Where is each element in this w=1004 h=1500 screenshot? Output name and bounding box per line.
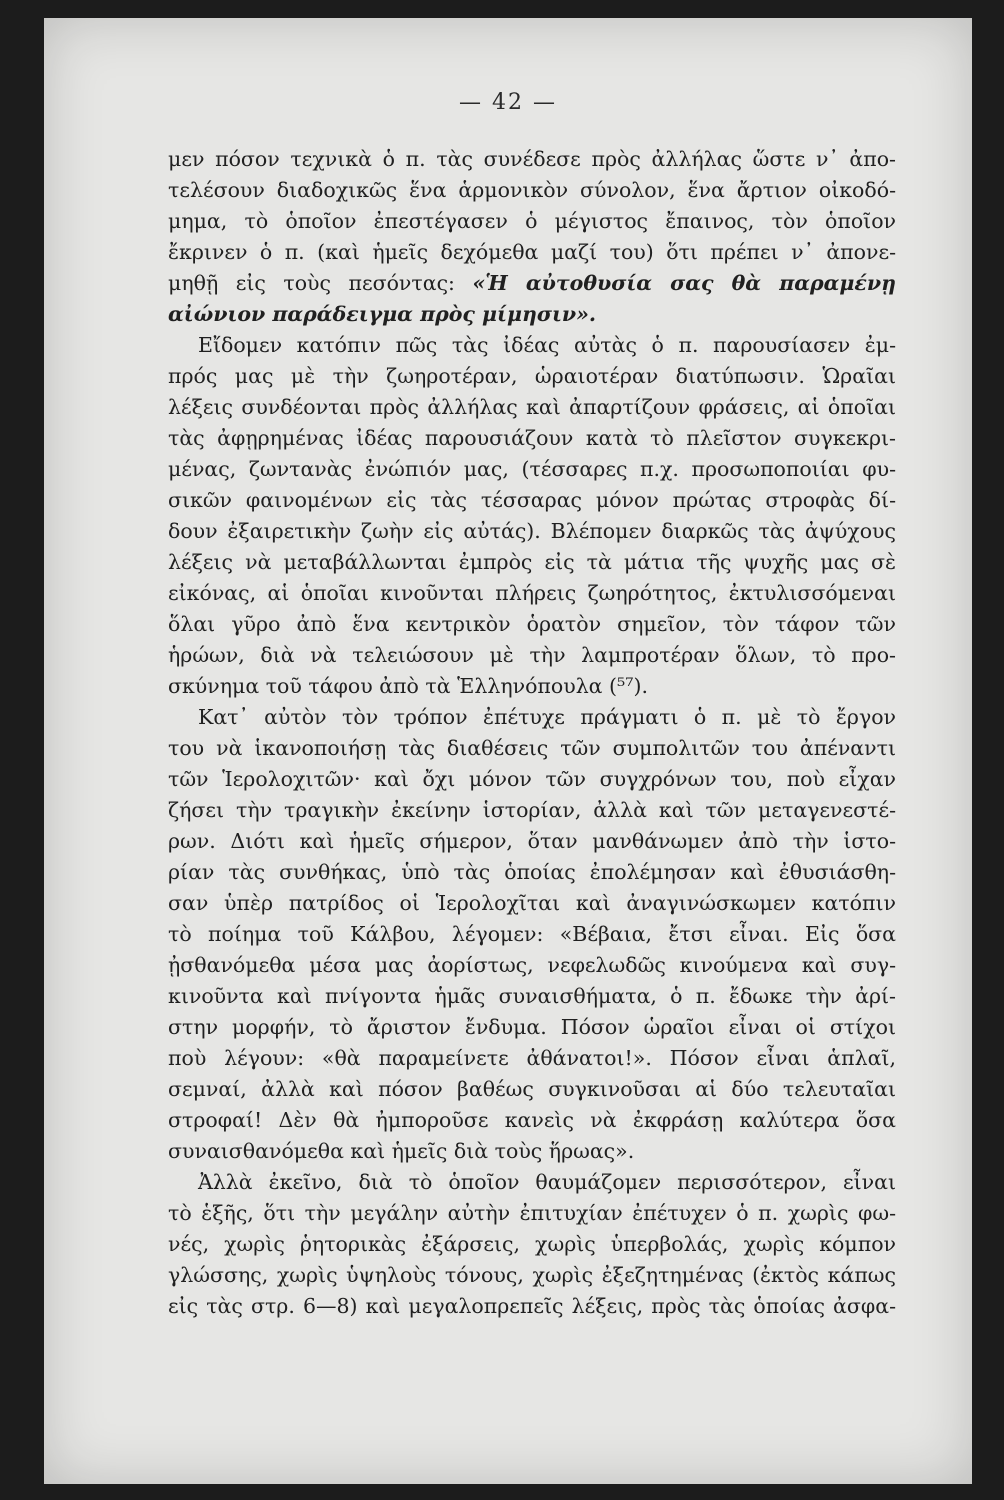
text-line: σαν ὑπὲρ πατρίδος οἱ Ἱερολοχῖται καὶ ἀναγινώσκωμεν κατόπιν bbox=[168, 891, 896, 915]
text-line: ἔκρινεν ὁ π. (καὶ ἡμεῖς δεχόμεθα μαζί του) ὅτι πρέπει ν᾿ ἀπονε- bbox=[168, 240, 896, 264]
text-line: ρων. Διότι καὶ ἡμεῖς σήμερον, ὅταν μανθάνωμεν ἀπὸ τὴν ἱστο- bbox=[168, 829, 896, 853]
quote-emphasis: αἰώνιον παράδειγμα πρὸς μίμησιν». bbox=[168, 302, 597, 326]
text-line: ποὺ λέγουν: «θὰ παραμείνετε ἀθάνατοι!». Πόσον εἶναι ἁπλαῖ, bbox=[168, 1046, 896, 1070]
paragraph-start: Κατ᾿ αὐτὸν τὸν τρόπον ἐπέτυχε πράγματι ὁ π. μὲ τὸ ἔργον bbox=[198, 705, 896, 729]
text-line: ρίαν τὰς συνθήκας, ὑπὸ τὰς ὁποίας ἐπολέμησαν καὶ ἐθυσιάσθη- bbox=[168, 860, 896, 884]
text-line: του νὰ ἱκανοποιήσῃ τὰς διαθέσεις τῶν συμπολιτῶν του ἀπέναντι bbox=[168, 736, 896, 760]
quote-emphasis: «Ἡ αὐτοθυσία σας θὰ παραμένῃ bbox=[472, 271, 896, 295]
body-text bbox=[168, 144, 896, 1322]
text-line: στροφαί! Δὲν θὰ ἠμποροῦσε κανεὶς νὰ ἐκφράσῃ καλύτερα ὅσα bbox=[168, 1108, 896, 1132]
text-line: τελέσουν διαδοχικῶς ἕνα ἁρμονικὸν σύνολον, ἕνα ἄρτιον οἰκοδό- bbox=[168, 178, 896, 202]
text-line: σικῶν φαινομένων εἰς τὰς τέσσαρας μόνον πρώτας στροφὰς δί- bbox=[168, 488, 896, 512]
text-line: γλώσσης, χωρὶς ὑψηλοὺς τόνους, χωρὶς ἐξεζητημένας (ἐκτὸς κάπως bbox=[168, 1263, 896, 1287]
text-line: στην μορφήν, τὸ ἄριστον ἔνδυμα. Πόσον ὡραῖοι εἶναι οἱ στίχοι bbox=[168, 1015, 896, 1039]
text-line: τὸ ποίημα τοῦ Κάλβου, λέγομεν: «Βέβαια, ἔτσι εἶναι. Εἰς ὅσα bbox=[168, 922, 896, 946]
text-line: μεν πόσον τεχνικὰ ὁ π. τὰς συνέδεσε πρὸς ἀλλήλας ὥστε ν᾿ ἀπο- bbox=[168, 147, 896, 171]
text-line: λέξεις συνδέονται πρὸς ἀλλήλας καὶ ἀπαρτίζουν φράσεις, αἱ ὁποῖαι bbox=[168, 395, 896, 419]
text-line: τῶν Ἱερολοχιτῶν· καὶ ὄχι μόνον τῶν συγχρόνων του, ποὺ εἶχαν bbox=[168, 767, 896, 791]
quote-emphasis-line bbox=[168, 299, 896, 330]
document-page bbox=[44, 18, 972, 1484]
text-line: λέξεις νὰ μεταβάλλωνται ἐμπρὸς εἰς τὰ μάτια τῆς ψυχῆς μας σὲ bbox=[168, 550, 896, 574]
paragraph-start: Εἴδομεν κατόπιν πῶς τὰς ἰδέας αὐτὰς ὁ π. παρουσίασεν ἐμ- bbox=[198, 333, 896, 357]
page-number: — 42 — bbox=[459, 90, 557, 115]
text-line: ὅλαι γῦρο ἀπὸ ἕνα κεντρικὸν ὁρατὸν σημεῖον, τὸν τάφον τῶν bbox=[168, 612, 896, 636]
text-line: τὸ ἑξῆς, ὅτι τὴν μεγάλην αὐτὴν ἐπιτυχίαν ἐπέτυχεν ὁ π. χωρὶς φω- bbox=[168, 1201, 896, 1225]
text-line: δουν ἐξαιρετικὴν ζωὴν εἰς αὐτάς). Βλέπομεν διαρκῶς τὰς ἀψύχους bbox=[168, 519, 896, 543]
text-line: συναισθανόμεθα καὶ ἡμεῖς διὰ τοὺς ἥρωας». bbox=[168, 1139, 635, 1163]
text-line: τὰς ἀφῃρημένας ἰδέας παρουσιάζουν κατὰ τὸ πλεῖστον συγκεκρι- bbox=[168, 426, 896, 450]
text-line: μημα, τὸ ὁποῖον ἐπεστέγασεν ὁ μέγιστος ἔπαινος, τὸν ὁποῖον bbox=[168, 209, 896, 233]
text-line: νές, χωρὶς ῥητορικὰς ἐξάρσεις, χωρὶς ὑπερβολάς, χωρὶς κόμπον bbox=[168, 1232, 896, 1256]
text-line: κινοῦντα καὶ πνίγοντα ἡμᾶς συναισθήματα, ὁ π. ἔδωκε τὴν ἀρί- bbox=[168, 984, 896, 1008]
paragraph-start: Ἀλλὰ ἐκεῖνο, διὰ τὸ ὁποῖον θαυμάζομεν περισσότερον, εἶναι bbox=[198, 1170, 896, 1194]
text-line: ᾐσθανόμεθα μέσα μας ἀορίστως, νεφελωδῶς κινούμενα καὶ συγ- bbox=[168, 953, 896, 977]
text-line: σκύνημα τοῦ τάφου ἀπὸ τὰ Ἑλληνόπουλα (⁵⁷). bbox=[168, 674, 648, 698]
text-line: μένας, ζωντανὰς ἐνώπιόν μας, (τέσσαρες π.χ. προσωποποιίαι φυ- bbox=[168, 457, 896, 481]
text-line: σεμναί, ἀλλὰ καὶ πόσον βαθέως συγκινοῦσαι αἱ δύο τελευταῖαι bbox=[168, 1077, 896, 1101]
text-line: ἡρώων, διὰ νὰ τελειώσουν μὲ τὴν λαμπροτέραν ὅλων, τὸ προ- bbox=[168, 643, 896, 667]
text-line: εἰς τὰς στρ. 6—8) καὶ μεγαλοπρεπεῖς λέξεις, πρὸς τὰς ὁποίας ἀσφα- bbox=[168, 1294, 896, 1318]
text-line: ζήσει τὴν τραγικὴν ἐκείνην ἱστορίαν, ἀλλὰ καὶ τῶν μεταγενεστέ- bbox=[168, 798, 896, 822]
text-line bbox=[168, 268, 896, 299]
text-line: εἰκόνας, αἱ ὁποῖαι κινοῦνται πλήρεις ζωηρότητος, ἐκτυλισσόμεναι bbox=[168, 581, 896, 605]
text-fragment: μηθῇ εἰς τοὺς πεσόντας: bbox=[168, 271, 455, 295]
text-line: πρός μας μὲ τὴν ζωηροτέραν, ὡραιοτέραν διατύπωσιν. Ὡραῖαι bbox=[168, 364, 896, 388]
